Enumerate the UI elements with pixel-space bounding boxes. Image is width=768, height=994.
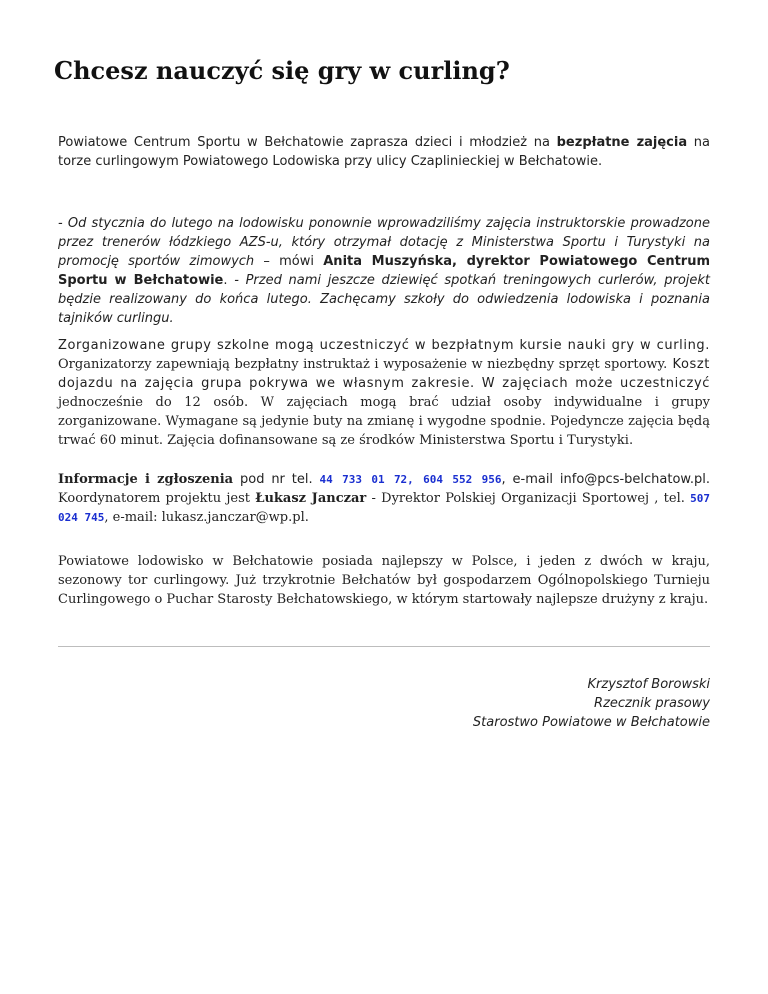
groups-paragraph	[58, 336, 710, 450]
info-text-4: - Dyrektor Polskiej Organizacji Sportowej , tel.	[366, 491, 691, 506]
groups-text-1: Organizatorzy zapewniają bezpłatny instruktaż i wyposażenie w niezbędny sprzęt sportowy.	[58, 357, 668, 372]
info-text-2: , e-mail info@pcs-belchatow.pl.	[501, 472, 710, 487]
quote-speaker: Anita Muszyńska, dyrektor Powiatowego Centrum Sportu w Bełchatowie	[58, 254, 710, 288]
info-phones[interactable]: 44 733 01 72, 604 552 956	[319, 473, 502, 486]
intro-text-1: Powiatowe Centrum Sportu w Bełchatowie zaprasza dzieci i młodzież na	[58, 135, 557, 150]
page-title: Chcesz nauczyć się gry w curling?	[54, 56, 510, 85]
signature-name: Krzysztof Borowski	[587, 677, 710, 692]
quote-paragraph	[58, 214, 710, 328]
quote-italic-2: - Przed nami jeszcze dziewięć spotkań treningowych curlerów, projekt będzie realizowany do końca lutego. Zachęcamy szkoły do odwiedzenia lodowiska i poznania tajników curlingu.	[58, 273, 711, 326]
signature-org: Starostwo Powiatowe w Bełchatowie	[472, 715, 710, 730]
quote-dot: .	[223, 273, 235, 288]
rink-paragraph: Powiatowe lodowisko w Bełchatowie posiada najlepszy w Polsce, i jeden z dwóch w kraju, sezonowy tor curlingowy. Już trzykrotnie Bełchatów był gospodarzem Ogólnopolskiego Turnieju Curlingowego o Puchar Starosty Bełchatowskiego, w którym startowały najlepsze drużyny z kraju.	[58, 554, 710, 607]
info-phone-2[interactable]: 507 024 745	[58, 492, 710, 524]
quote-says: – mówi	[254, 254, 324, 269]
intro-bold: bezpłatne zajęcia	[556, 135, 688, 150]
info-text-5: , e-mail: lukasz.janczar@wp.pl.	[104, 510, 309, 525]
info-paragraph	[58, 470, 710, 527]
groups-spaced-1: Zorganizowane grupy szkolne mogą uczestniczyć w bezpłatnym kursie nauki gry w curling.	[58, 338, 710, 353]
groups-spaced-2: Koszt dojazdu na zajęcia grupa pokrywa we własnym zakresie. W zajęciach może uczestniczyć	[58, 357, 710, 391]
divider	[58, 646, 710, 647]
intro-text-2: na torze curlingowym Powiatowego Lodowiska przy ulicy Czaplinieckiej w Bełchatowie.	[58, 135, 711, 169]
info-coordinator: Łukasz Janczar	[255, 491, 367, 506]
signature	[310, 675, 710, 732]
groups-text-2: jednocześnie do 12 osób. W zajęciach mogą brać udział osoby indywidualne i grupy zorganizowane. Wymagane są jedynie buty na zmianę i wygodne spodnie. Pojedyncze zajęcia będą trwać 60 minut. Zajęcia dofinansowane są ze środków Ministerstwa Sportu i Turystyki.	[58, 395, 710, 448]
intro-paragraph	[58, 133, 710, 171]
info-label: Informacje i zgłoszenia	[58, 472, 234, 487]
signature-role: Rzecznik prasowy	[594, 696, 710, 711]
quote-italic-1: - Od stycznia do lutego na lodowisku ponownie wprowadziliśmy zajęcia instruktorskie prowadzone przez trenerów łódzkiego AZS-u, który otrzymał dotację z Ministerstwa Sportu i Turystyki na promocję sportów zimowych	[58, 216, 710, 269]
info-text-3: Koordynatorem projektu jest	[58, 491, 256, 506]
info-text-1: pod nr tel.	[233, 472, 320, 487]
